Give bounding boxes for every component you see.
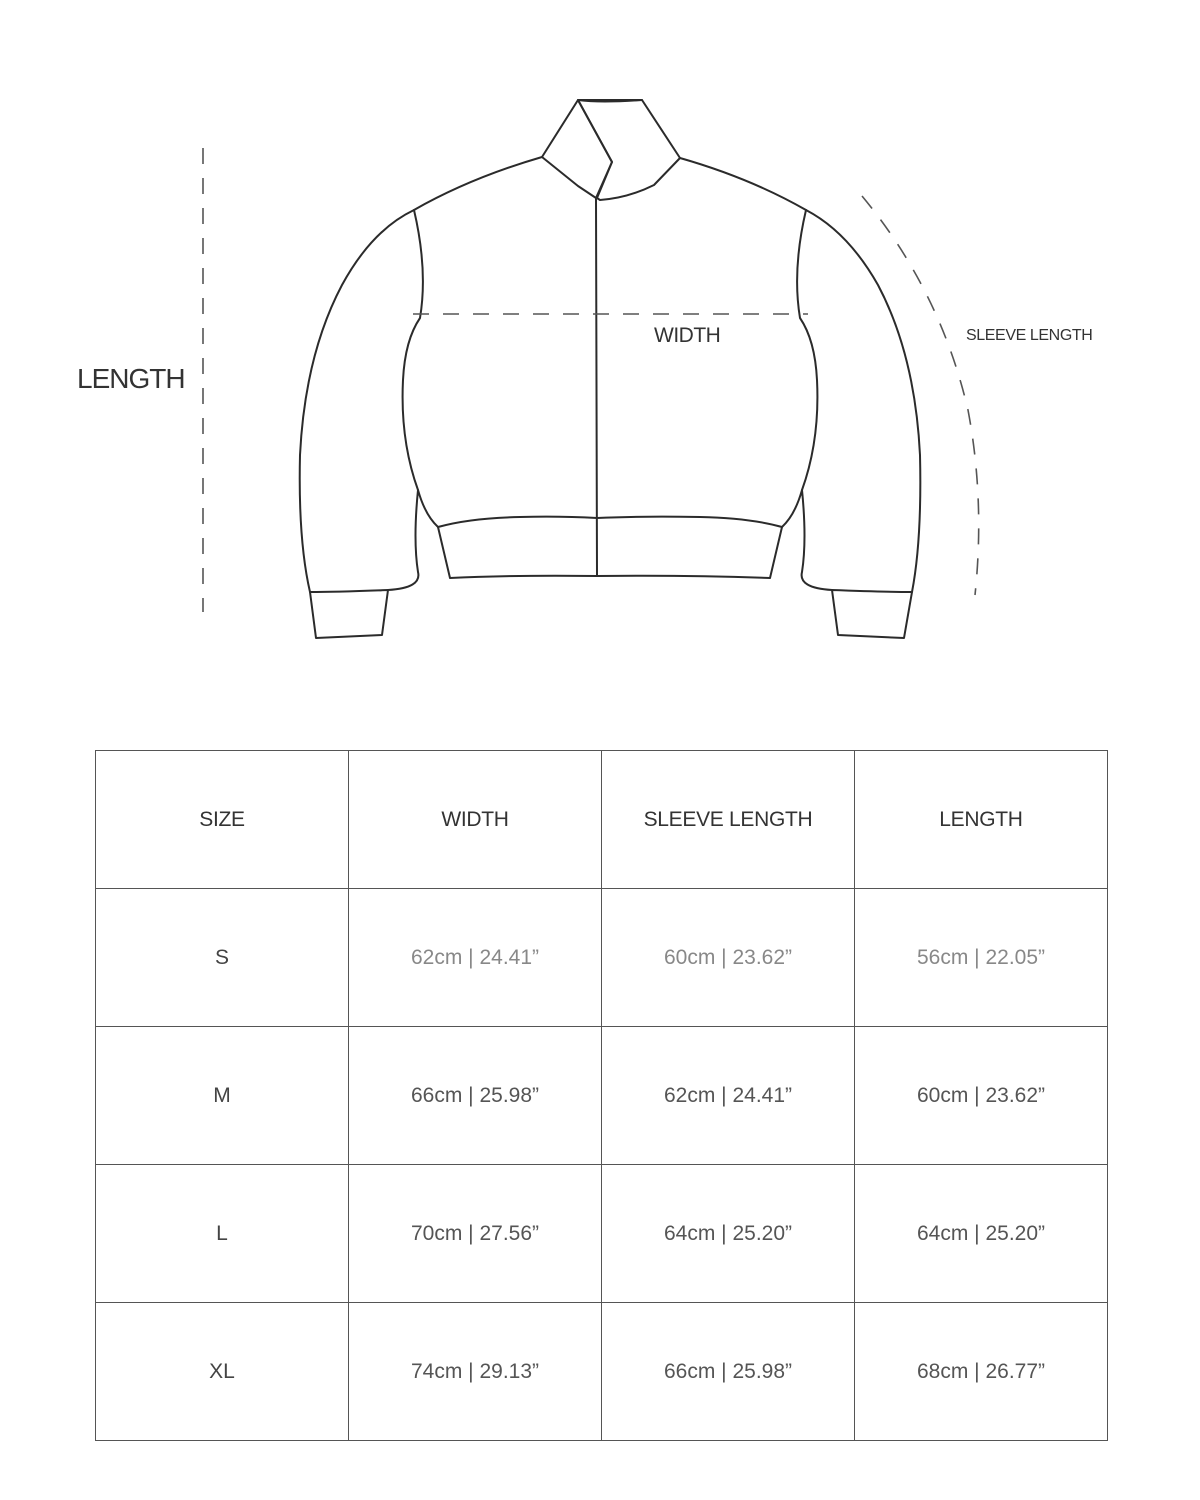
length-label: LENGTH: [77, 363, 185, 394]
left-sleeve-outer: [300, 157, 542, 592]
header-sleeve-length: SLEEVE LENGTH: [602, 751, 855, 889]
table-row: [96, 1165, 1108, 1303]
width-label: WIDTH: [654, 324, 721, 347]
jacket-illustration: [0, 0, 1200, 700]
table-row: [96, 1303, 1108, 1441]
sleeve-length-cell: 66cm | 25.98”: [602, 1303, 855, 1441]
right-cuff: [832, 590, 912, 638]
right-sleeve-outer: [680, 158, 920, 592]
left-cuff: [310, 590, 388, 638]
center-zip: [596, 198, 597, 576]
size-cell: S: [96, 889, 349, 1027]
length-cell: 64cm | 25.20”: [855, 1165, 1108, 1303]
sleeve-length-guide: [862, 196, 979, 595]
width-cell: 62cm | 24.41”: [349, 889, 602, 1027]
width-cell: 70cm | 27.56”: [349, 1165, 602, 1303]
header-width: WIDTH: [349, 751, 602, 889]
table-row: [96, 1027, 1108, 1165]
sleeve-length-cell: 60cm | 23.62”: [602, 889, 855, 1027]
size-cell: L: [96, 1165, 349, 1303]
header-length: LENGTH: [855, 751, 1108, 889]
width-cell: 66cm | 25.98”: [349, 1027, 602, 1165]
sleeve-length-cell: 62cm | 24.41”: [602, 1027, 855, 1165]
hem-band: [438, 517, 782, 578]
collar-left: [542, 100, 612, 198]
sleeve-length-cell: 64cm | 25.20”: [602, 1165, 855, 1303]
length-cell: 56cm | 22.05”: [855, 889, 1108, 1027]
right-armhole: [782, 210, 817, 527]
table-row: [96, 889, 1108, 1027]
jacket-measurement-diagram: [0, 0, 1200, 700]
sleeve-length-label: SLEEVE LENGTH: [966, 327, 1093, 344]
length-cell: 60cm | 23.62”: [855, 1027, 1108, 1165]
size-cell: M: [96, 1027, 349, 1165]
header-size: SIZE: [96, 751, 349, 889]
collar-right: [578, 100, 680, 200]
table-header-row: [96, 751, 1108, 889]
size-chart-table: [95, 750, 1108, 1441]
size-cell: XL: [96, 1303, 349, 1441]
length-cell: 68cm | 26.77”: [855, 1303, 1108, 1441]
left-armhole: [403, 210, 438, 527]
width-cell: 74cm | 29.13”: [349, 1303, 602, 1441]
